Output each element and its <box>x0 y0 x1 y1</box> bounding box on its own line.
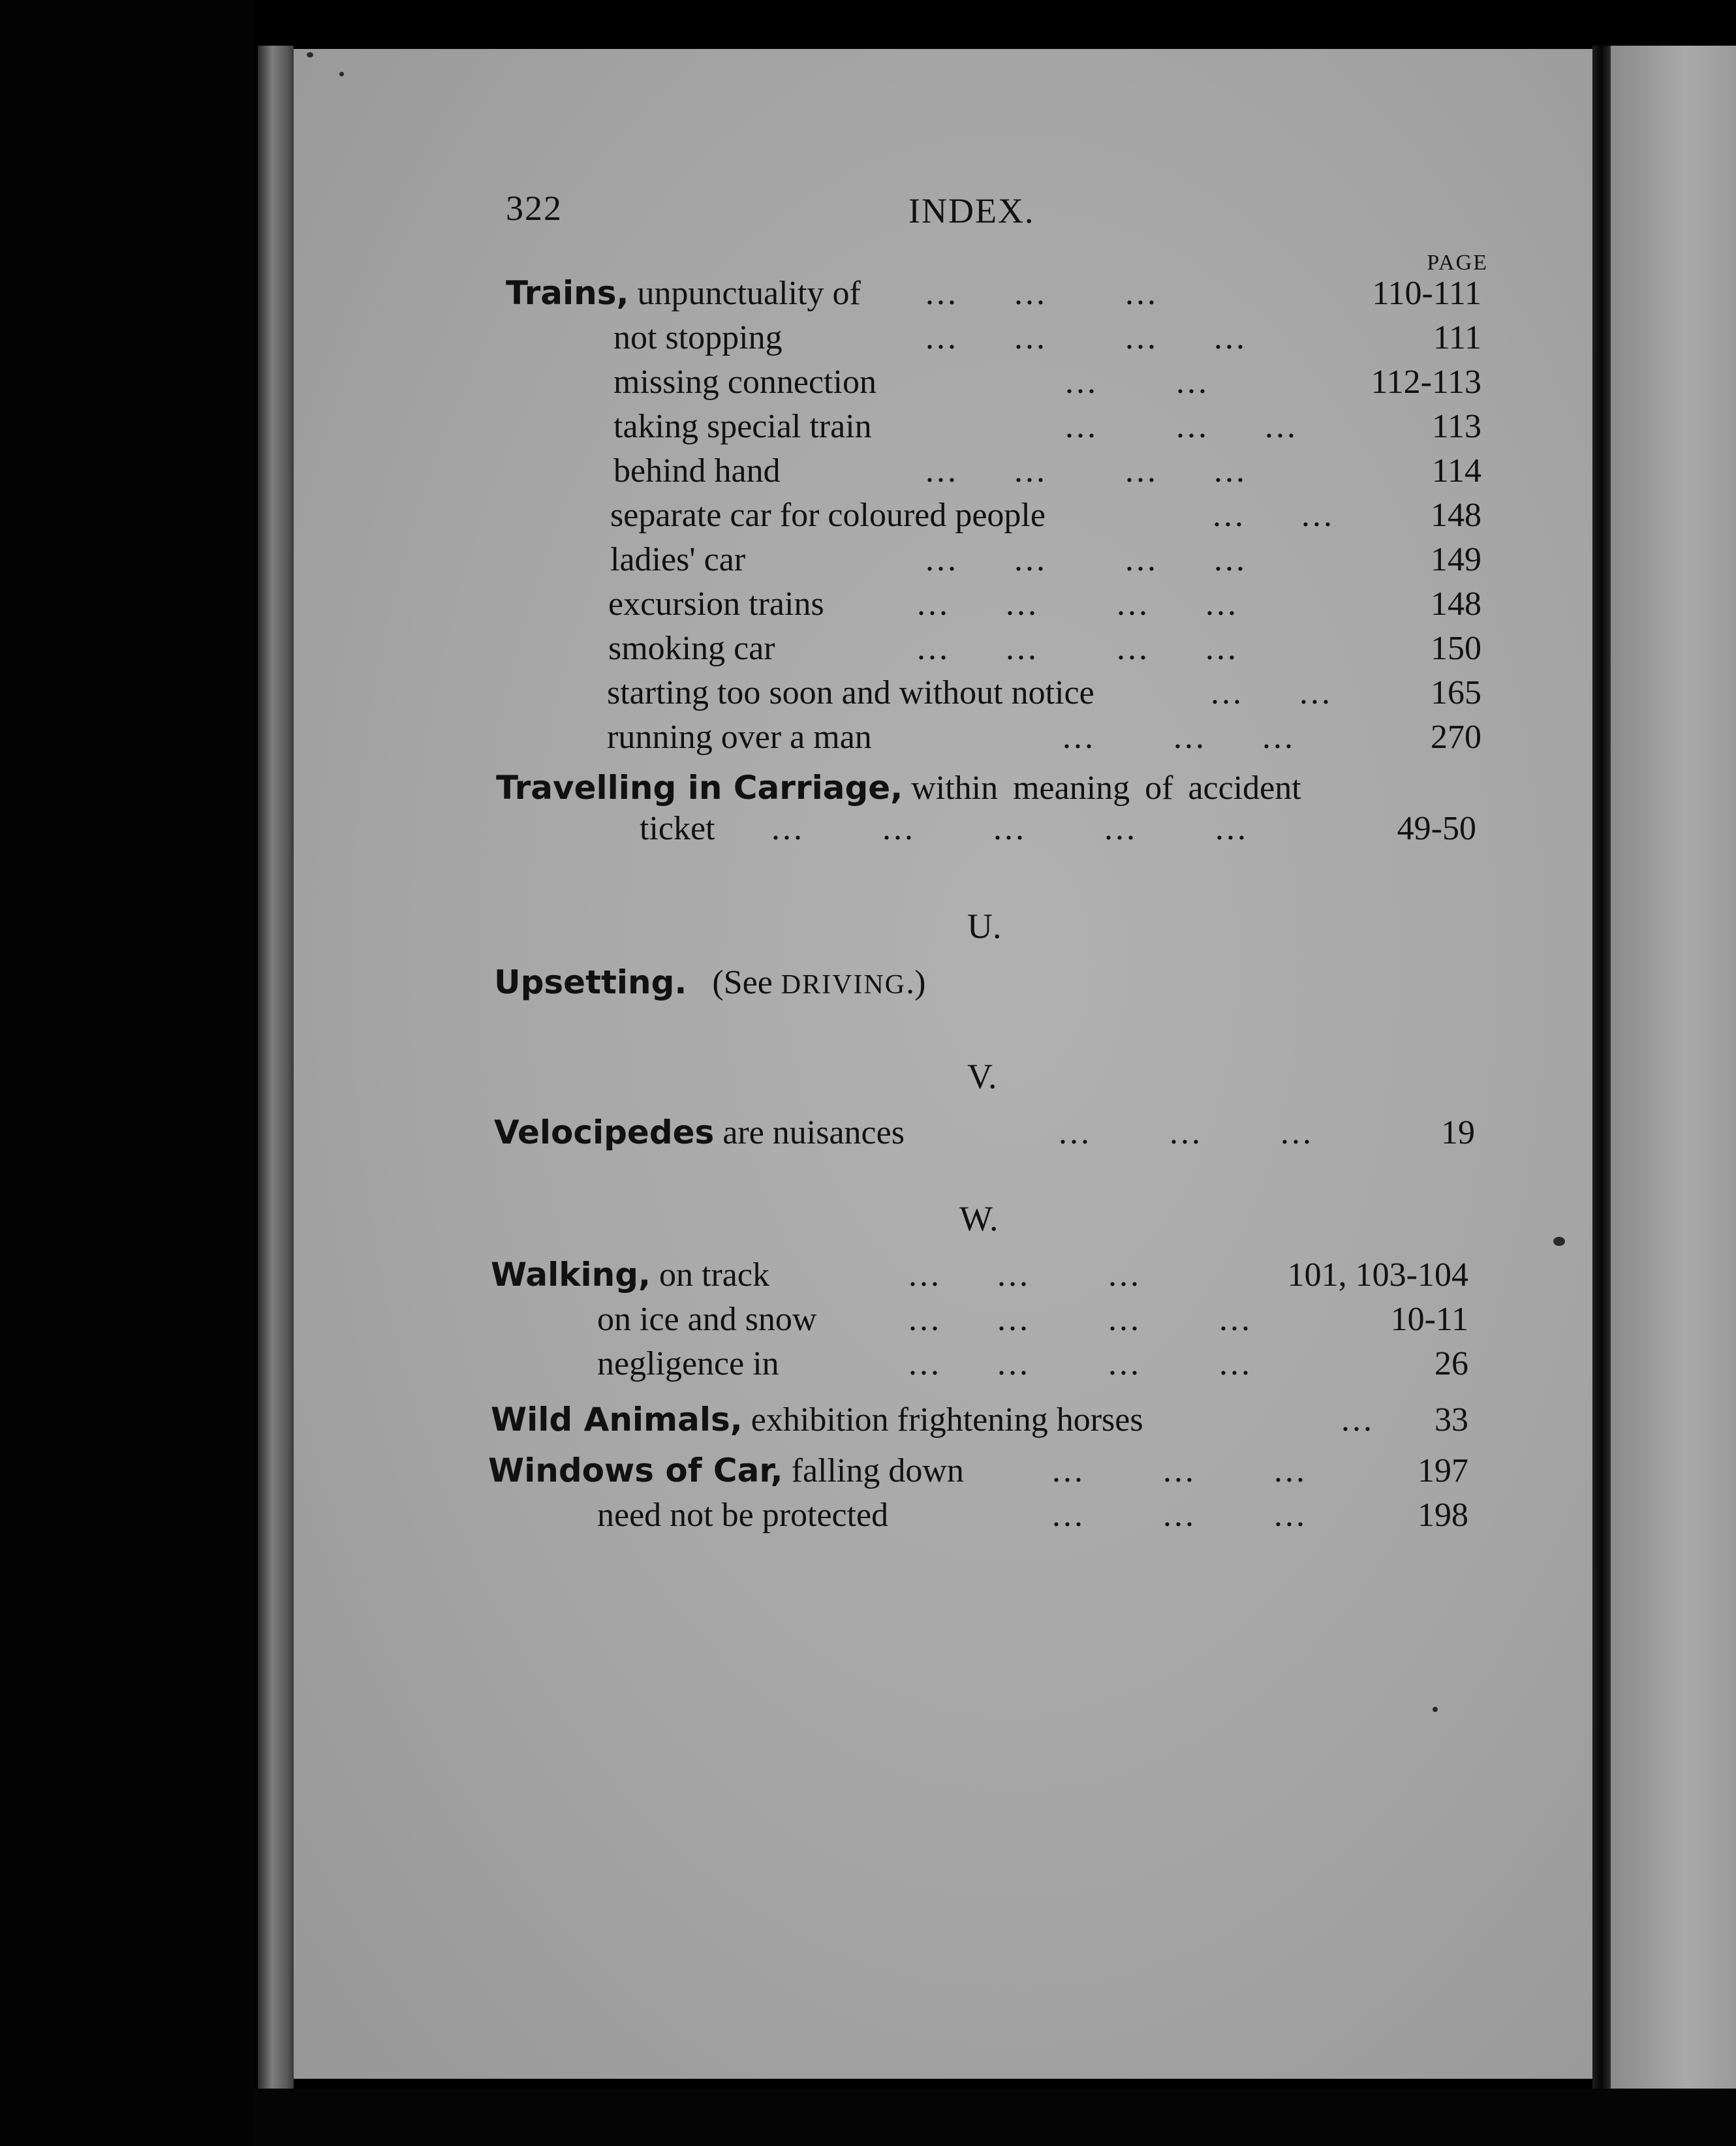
leader-dots: ... ... ... <box>1065 408 1298 445</box>
entry-pages: 10-11 <box>1390 1301 1468 1338</box>
entry-text: separate car for coloured people <box>610 497 1046 534</box>
entry-text: are nuisances <box>722 1114 905 1151</box>
entry-pages: 110-111 <box>1372 275 1481 312</box>
entry-pages: 112-113 <box>1371 364 1481 401</box>
index-entry <box>506 274 861 312</box>
leader-dots: ... ... ... <box>1052 1452 1307 1489</box>
leader-dots: ... ... ... ... <box>925 541 1247 578</box>
page-column-label: PAGE <box>1427 251 1488 275</box>
entry-pages: 19 <box>1441 1114 1475 1151</box>
entry-text: ladies' car <box>610 541 746 578</box>
entry-text: starting too soon and without notice <box>607 674 1094 711</box>
leader-dots: ... ... ... <box>925 275 1158 312</box>
entry-pages: 26 <box>1434 1345 1468 1382</box>
scan-left-edge <box>0 0 255 2146</box>
entry-text: within meaning of accident <box>911 770 1301 807</box>
entry-pages: 165 <box>1431 674 1481 711</box>
leader-dots: ... ... ... ... <box>908 1301 1252 1338</box>
entry-heading: Wild Animals, <box>491 1401 743 1438</box>
facing-page-edge <box>1611 46 1736 2095</box>
leader-dots: ... ... <box>1213 497 1335 534</box>
leader-dots: ... ... <box>1211 674 1333 711</box>
leader-dots: ... ... ... ... <box>908 1345 1252 1382</box>
see-reference: DRIVING <box>781 970 907 1000</box>
entry-pages: 33 <box>1434 1401 1468 1438</box>
leader-dots: ... ... ... <box>1062 719 1295 756</box>
scan-bottom-edge <box>255 2089 1736 2146</box>
leader-dots: ... ... ... ... <box>917 630 1239 667</box>
entry-pages: 148 <box>1431 585 1481 623</box>
entry-pages: 198 <box>1418 1497 1468 1534</box>
index-entry <box>491 1403 1143 1437</box>
scan-speck <box>307 52 313 57</box>
entry-heading: Windows of Car, <box>488 1452 783 1489</box>
entry-heading: Velocipedes <box>494 1113 715 1151</box>
leader-dots: ... ... ... ... ... <box>771 810 1248 847</box>
leader-dots: ... ... ... <box>908 1256 1141 1294</box>
entry-text: running over a man <box>607 719 872 756</box>
entry-heading: Upsetting. <box>494 963 687 1001</box>
entry-heading: Walking, <box>491 1256 651 1294</box>
entry-text: missing connection <box>613 364 876 401</box>
entry-text: taking special train <box>613 408 872 445</box>
book-gutter <box>1592 46 1611 2095</box>
entry-text: on ice and snow <box>597 1301 817 1338</box>
section-letter: W. <box>959 1199 999 1238</box>
entry-pages: 101, 103-104 <box>1287 1256 1468 1294</box>
leader-dots: ... <box>1341 1401 1374 1438</box>
index-entry <box>494 1113 905 1151</box>
leader-dots: ... ... <box>1065 364 1209 401</box>
entry-pages: 114 <box>1431 452 1481 490</box>
page-number: 322 <box>506 189 563 228</box>
entry-pages: 197 <box>1418 1452 1468 1489</box>
leader-dots: ... ... ... ... <box>925 452 1247 490</box>
entry-text: smoking car <box>608 630 775 667</box>
leader-dots: ... ... ... <box>1052 1497 1307 1534</box>
entry-text: not stopping <box>613 319 783 356</box>
section-letter: U. <box>967 907 1002 946</box>
entry-text: unpunctuality of <box>637 275 861 312</box>
leader-dots: ... ... ... ... <box>917 585 1239 623</box>
entry-text: need not be protected <box>597 1497 889 1534</box>
entry-heading: Travelling in Carriage, <box>496 769 903 807</box>
entry-text: falling down <box>791 1452 964 1489</box>
entry-text: exhibition frightening horses <box>751 1401 1143 1438</box>
entry-pages: 113 <box>1431 408 1481 445</box>
index-entry <box>494 963 926 1001</box>
section-letter: V. <box>967 1057 997 1096</box>
index-entry <box>496 771 1301 805</box>
index-entry <box>491 1258 769 1292</box>
leader-dots: ... ... ... <box>1059 1114 1314 1151</box>
scan-speck <box>339 72 344 76</box>
entry-pages: 270 <box>1431 719 1481 756</box>
entry-text: .) <box>906 964 926 1001</box>
entry-text: on track <box>659 1256 769 1294</box>
entry-pages: 148 <box>1431 497 1481 534</box>
index-entry <box>488 1454 964 1488</box>
entry-heading: Trains, <box>506 274 629 312</box>
entry-text: (See <box>712 964 781 1001</box>
entry-text: negligence in <box>597 1345 779 1382</box>
entry-pages: 49-50 <box>1397 810 1476 847</box>
scan-speck <box>1433 1707 1438 1712</box>
entry-text: excursion trains <box>608 585 824 623</box>
entry-pages: 150 <box>1431 630 1481 667</box>
book-binding-edge <box>258 46 294 2089</box>
leader-dots: ... ... ... ... <box>925 319 1247 356</box>
entry-text: ticket <box>640 810 715 847</box>
scan-speck <box>1553 1237 1565 1246</box>
entry-pages: 111 <box>1433 319 1481 356</box>
running-head: INDEX. <box>908 191 1035 230</box>
entry-text: behind hand <box>613 452 781 490</box>
entry-pages: 149 <box>1431 541 1481 578</box>
